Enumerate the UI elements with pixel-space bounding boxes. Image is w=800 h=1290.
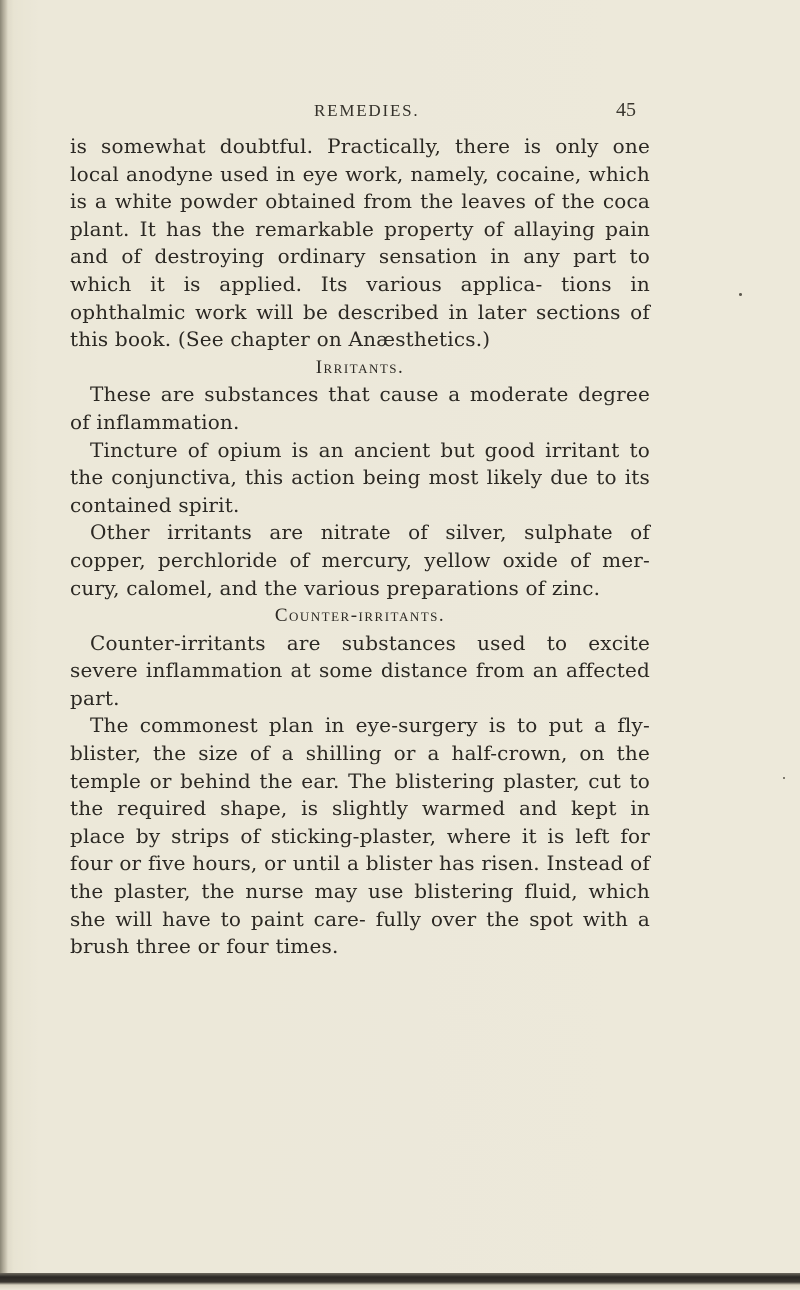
paragraph-counter-irritants-definition: Counter-irritants are substances used to excite severe inflammation at some distance from an affected part. xyxy=(70,630,650,710)
running-head: REMEDIES. xyxy=(314,101,420,120)
paragraph-tincture-of-opium: Tincture of opium is an ancient but good irritant to the conjunctiva, this action being most likely due to its contained spirit. xyxy=(70,437,650,517)
page-header xyxy=(0,97,800,131)
paragraph-irritants-definition: These are substances that cause a moderate degree of inflammation. xyxy=(70,382,650,434)
heading-counter-irritants: Counter-irritants. xyxy=(274,605,446,627)
paper-speck xyxy=(783,777,785,779)
body-text xyxy=(70,133,650,961)
paper-speck xyxy=(739,293,742,296)
heading-irritants: Irritants. xyxy=(315,356,405,378)
page-bottom-edge xyxy=(0,1273,800,1290)
page-number: 45 xyxy=(616,99,636,121)
paragraph-fly-blister: The commonest plan in eye-surgery is to put a fly-blister, the size of a shilling or a half-crown, on the temple or behind the ear. The blistering plaster, cut to the required shape, is slightly warmed and kept in place by strips of sticking-plaster, where it is left for four or five hours, or until a blister has risen. Instead of the plaster, the nurse may use blistering fluid, which she will have to paint care- fully over the spot with a brush three or four times. xyxy=(70,713,650,959)
page-binding-shadow xyxy=(0,0,8,1290)
paragraph-anodyne: is somewhat doubtful. Practically, there is only one local anodyne used in eye work, namely, cocaine, which is a white powder obtained from the leaves of the coca plant. It has the remarkable property of allaying pain and of destroying ordinary sensation in any part to which it is applied. Its various applica- tions in ophthalmic work will be described in later sections of this book. (See chapter on Anæsthetics.) xyxy=(70,134,650,352)
paragraph-other-irritants: Other irritants are nitrate of silver, sulphate of copper, perchloride of mercury, yellow oxide of mer- cury, calomel, and the various preparations of zinc. xyxy=(70,520,650,600)
